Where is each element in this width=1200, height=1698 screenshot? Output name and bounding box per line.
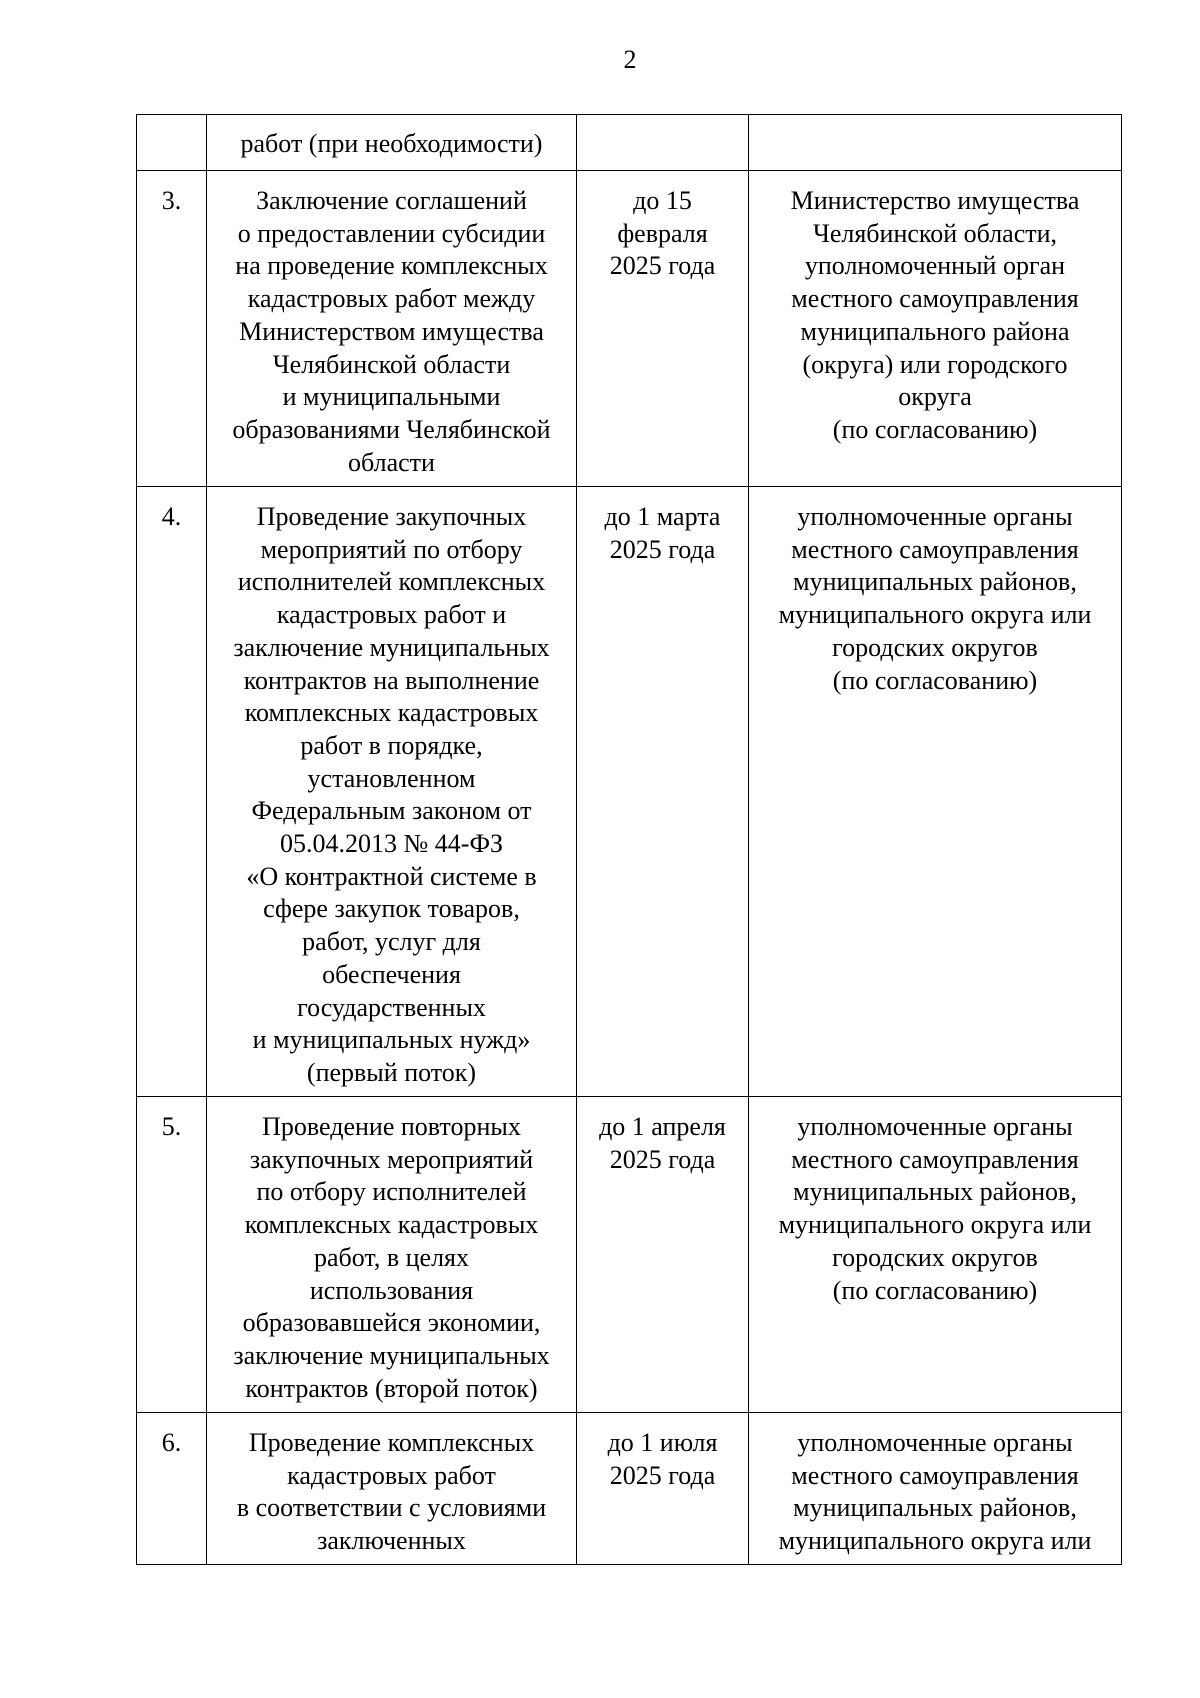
- responsible-line: городских округов: [832, 1242, 1038, 1272]
- activities-table-body: [137, 115, 1122, 1565]
- activity-line: закупочных мероприятий: [249, 1144, 534, 1174]
- responsible-line: муниципального округа или: [778, 1526, 1092, 1556]
- responsible-line: (по согласованию): [832, 1275, 1038, 1305]
- activity-line: и муниципальных нужд»: [252, 1025, 531, 1055]
- activity-cell: [207, 1097, 577, 1413]
- activity-line: Заключение соглашений: [256, 186, 527, 215]
- activity-line: работ (при необходимости): [240, 129, 543, 158]
- responsible-cell: [749, 115, 1122, 171]
- deadline-cell: [577, 1413, 749, 1565]
- responsible-line: муниципального района: [800, 316, 1070, 346]
- activity-line: Министерством имущества: [239, 316, 544, 346]
- activity-line: (первый поток): [306, 1057, 477, 1087]
- responsible-cell: [749, 1097, 1122, 1413]
- responsible-line: городских округов: [832, 632, 1038, 662]
- activity-cell: [207, 1413, 577, 1565]
- activities-table: [136, 114, 1122, 1565]
- activity-line: Челябинской области: [272, 349, 511, 379]
- responsible-line: уполномоченный орган: [804, 251, 1066, 281]
- responsible-line: местного самоуправления: [791, 1460, 1079, 1490]
- activity-line: заключенных: [317, 1526, 466, 1556]
- activity-line: 05.04.2013 № 44-ФЗ: [279, 829, 504, 859]
- row-number-cell: 6.: [137, 1413, 207, 1565]
- activity-line: о предоставлении субсидии: [237, 218, 546, 248]
- activity-line: и муниципальными: [282, 382, 501, 412]
- table-row: [137, 487, 1122, 1097]
- activity-line: контрактов на выполнение: [243, 665, 540, 695]
- activity-line: образовавшейся экономии,: [242, 1308, 541, 1338]
- responsible-cell: [749, 171, 1122, 487]
- responsible-line: округа: [898, 382, 972, 412]
- activity-line: заключение муниципальных: [233, 1340, 550, 1370]
- activity-line: сфере закупок товаров,: [263, 894, 520, 924]
- responsible-line: муниципального округа или: [778, 1210, 1092, 1240]
- activity-line: заключение муниципальных: [233, 632, 550, 662]
- deadline-cell: [577, 115, 749, 171]
- responsible-line: местного самоуправления: [791, 534, 1079, 564]
- activity-line: кадастровых работ между: [247, 284, 536, 314]
- deadline-line: 2025 года: [609, 1144, 716, 1174]
- responsible-line: уполномоченные органы: [797, 1428, 1073, 1457]
- activity-line: Проведение закупочных: [256, 502, 527, 531]
- activity-line: Проведение комплексных: [248, 1428, 535, 1457]
- activity-line: Федеральным законом от: [251, 796, 532, 826]
- row-number-cell: [137, 115, 207, 171]
- deadline-line: до 15: [633, 186, 692, 215]
- deadline-line: февраля: [617, 218, 708, 248]
- deadline-line: 2025 года: [609, 1460, 716, 1490]
- activity-line: комплексных кадастровых: [244, 1210, 539, 1240]
- responsible-line: местного самоуправления: [791, 284, 1079, 314]
- responsible-line: (по согласованию): [832, 665, 1038, 695]
- row-number-cell: 3.: [137, 171, 207, 487]
- responsible-line: местного самоуправления: [791, 1144, 1079, 1174]
- activity-line: мероприятий по отбору: [260, 534, 523, 564]
- responsible-line: (округа) или городского: [802, 349, 1068, 379]
- deadline-cell: [577, 171, 749, 487]
- activity-line: по отбору исполнителей: [256, 1177, 527, 1207]
- activity-line: Проведение повторных: [262, 1112, 521, 1141]
- activity-line: образованиями Челябинской: [232, 414, 551, 444]
- table-row: [137, 115, 1122, 171]
- responsible-line: муниципальных районов,: [793, 567, 1077, 597]
- activity-line: установленном: [307, 763, 476, 793]
- deadline-cell: [577, 487, 749, 1097]
- responsible-line: муниципальных районов,: [793, 1493, 1077, 1523]
- activity-line: области: [348, 447, 435, 477]
- responsible-line: (по согласованию): [832, 414, 1038, 444]
- activity-line: работ, в целях: [314, 1242, 469, 1272]
- activity-cell: [207, 171, 577, 487]
- activity-line: работ в порядке,: [300, 730, 483, 760]
- activity-line: обеспечения: [322, 959, 461, 989]
- activity-line: использования: [309, 1275, 474, 1305]
- responsible-line: Министерство имущества: [790, 186, 1080, 215]
- deadline-line: до 1 июля: [607, 1428, 718, 1457]
- responsible-line: уполномоченные органы: [797, 1112, 1073, 1141]
- activity-line: работ, услуг для: [302, 927, 481, 957]
- row-number-cell: 4.: [137, 487, 207, 1097]
- deadline-line: до 1 апреля: [599, 1112, 726, 1141]
- responsible-cell: [749, 1413, 1122, 1565]
- responsible-line: Челябинской области,: [812, 218, 1058, 248]
- activity-line: кадастровых работ: [287, 1460, 496, 1490]
- table-row: [137, 171, 1122, 487]
- responsible-line: муниципальных районов,: [793, 1177, 1077, 1207]
- activity-line: «О контрактной системе в: [246, 861, 537, 891]
- table-row: [137, 1413, 1122, 1565]
- activity-line: контрактов (второй поток): [245, 1373, 538, 1403]
- activity-line: исполнителей комплексных: [237, 567, 546, 597]
- activity-line: государственных: [297, 992, 486, 1022]
- deadline-cell: [577, 1097, 749, 1413]
- responsible-line: уполномоченные органы: [797, 502, 1073, 531]
- responsible-line: муниципального округа или: [778, 600, 1092, 630]
- deadline-line: 2025 года: [609, 534, 716, 564]
- deadline-line: до 1 марта: [604, 502, 721, 531]
- deadline-line: 2025 года: [609, 251, 716, 281]
- row-number-cell: 5.: [137, 1097, 207, 1413]
- activity-line: кадастровых работ и: [276, 600, 507, 630]
- activity-line: комплексных кадастровых: [244, 698, 539, 728]
- activity-cell: [207, 115, 577, 171]
- activity-line: в соответствии с условиями: [236, 1493, 547, 1523]
- responsible-cell: [749, 487, 1122, 1097]
- activity-cell: [207, 487, 577, 1097]
- table-row: [137, 1097, 1122, 1413]
- page-number: 2: [623, 45, 637, 74]
- activity-line: на проведение комплексных: [235, 251, 548, 281]
